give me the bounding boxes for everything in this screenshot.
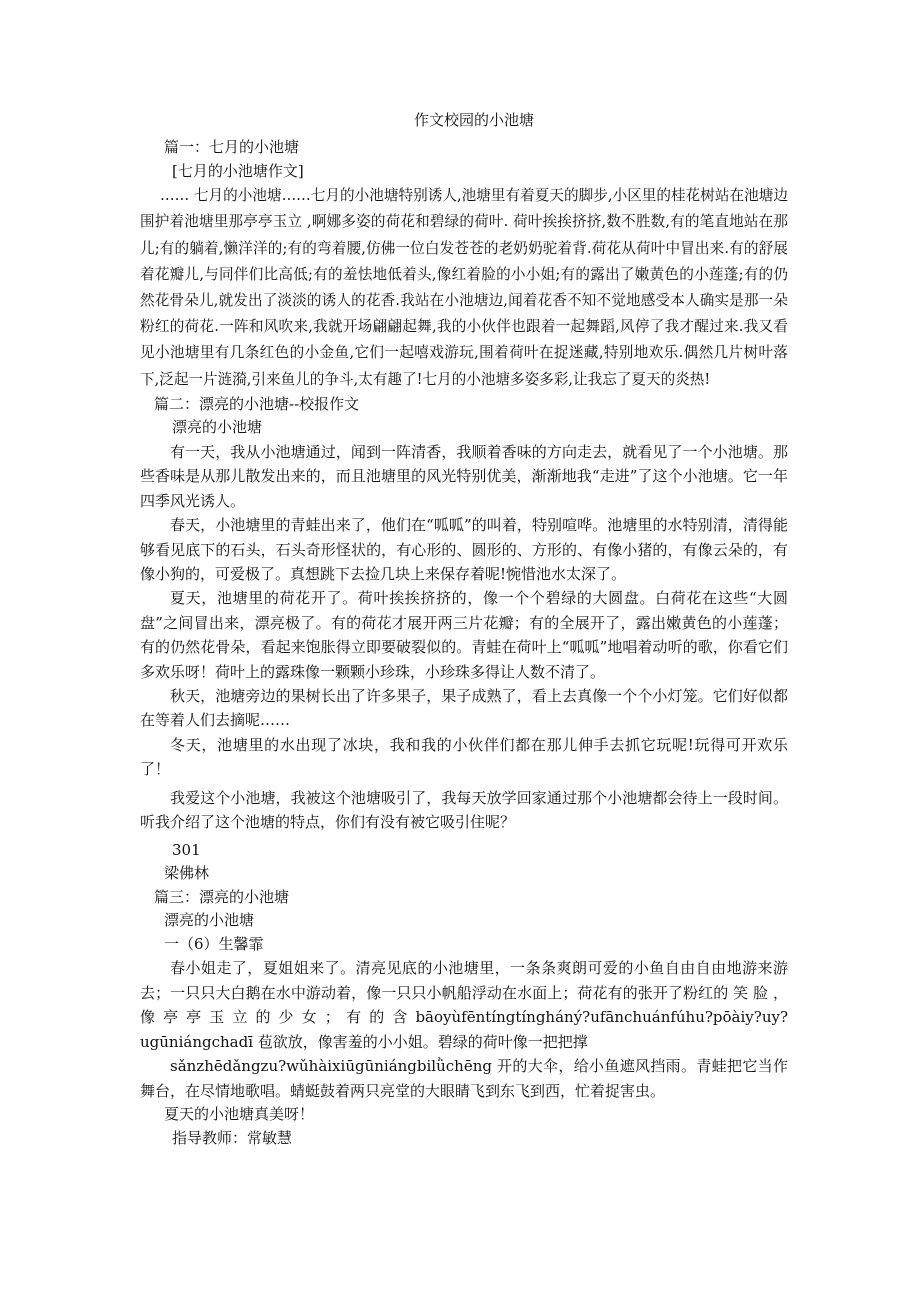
section3-paragraph: 春小姐走了，夏姐姐来了。清亮见底的小池塘里，一条条爽朗可爱的小鱼自由自由地游来游去；一只只大白鹅在水中游动着，像一只只小帆船浮动在水面上；荷花有的张开了粉红的 笑 脸 ， 像 亭 亭 玉 立 的 少 女 ； 有 的 含 bāoyùfēntíngtíngháný?ufānchuánfúhu?pōàiy?uy?ugūniángchadī 苞欲放，像害羞的小小姐。碧绿的荷叶像一把把撑 <box>140 959 788 1051</box>
section2-paragraph: 夏天，池塘里的荷花开了。荷叶挨挨挤挤的，像一个个碧绿的大圆盘。白荷花在这些“大圆盘”之间冒出来，漂亮极了。有的荷花才展开两三片花瓣；有的全展开了，露出嫩黄色的小莲蓬；有的仍然花骨朵，看起来饱胀得立即要破裂似的。青蛙在荷叶上“呱呱”地唱着动听的歌，你看它们多欢乐呀！荷叶上的露珠像一颗颗小珍珠，小珍珠多得让人数不清了。 <box>140 589 788 681</box>
section2-paragraph: 秋天，池塘旁边的果树长出了许多果子，果子成熟了，看上去真像一个个小灯笼。它们好似都在等着人们去摘呢…… <box>140 687 788 730</box>
section3-paragraph: sǎnzhēdǎngzu?wǔhàixiūgūniángbilǜchēng 开的大伞，给小鱼遮风挡雨。青蛙把它当作舞台，在尽情地歌唱。蜻蜓鼓着两只亮堂的大眼睛飞到东飞到西，忙着捉害虫。 <box>140 1057 788 1100</box>
document-title: 作文校园的小池塘 <box>413 111 534 129</box>
teacher-line: 指导教师：常敏慧 <box>172 1128 293 1147</box>
section2-paragraph: 我爱这个小池塘，我被这个池塘吸引了，我每天放学回家通过那个小池塘都会待上一段时间。听我介绍了这个池塘的特点，你们有没有被它吸引住呢？ <box>140 788 788 832</box>
section2-subheading: 漂亮的小池塘 <box>172 418 263 437</box>
section1-heading: 篇一：七月的小池塘 <box>164 138 300 156</box>
section1-body: …… 七月的小池塘……七月的小池塘特别诱人,池塘里有着夏天的脚步,小区里的桂花树站在池塘边围护着池塘里那亭亭玉立 ,啊娜多姿的荷花和碧绿的荷叶. 荷叶挨挨挤挤,数不胜数,有的笔直地站在那儿;有的躺着,懒洋洋的;有的弯着腰,仿佛一位白发苍苍的老奶奶驼着背.荷花从荷叶中冒出来.有的舒展着花瓣儿,与同伴们比高低;有的羞怯地低着头,像红着脸的小小姐;有的露出了嫩黄色的小莲蓬;有的仍然花骨朵儿,就发出了淡淡的诱人的花香.我站在小池塘边,闻着花香不知不觉地感受本人确实是那一朵粉红的荷花.一阵和风吹来,我就开场翩翩起舞,我的小伙伴也跟着一起舞蹈,风停了我才醒过来.我又看见小池塘里有几条红色的小金鱼,它们一起嘻戏游玩,围着荷叶在捉迷藏,特别地欢乐.偶然几片树叶落下,泛起一片涟漪,引来鱼儿的争斗,太有趣了!七月的小池塘多姿多彩,让我忘了夏天的炎热! <box>140 187 788 388</box>
section3-closing: 夏天的小池塘真美呀！ <box>164 1104 315 1123</box>
section3-heading: 篇三：漂亮的小池塘 <box>154 887 290 906</box>
section3-subheading: 漂亮的小池塘 <box>164 911 255 930</box>
section2-paragraph: 有一天，我从小池塘通过，闻到一阵清香，我顺着香味的方向走去，就看见了一个小池塘。那些香味是从那儿散发出来的，而且池塘里的风光特别优美，渐渐地我“走进”了这个小池塘。它一年四季风光诱人。 <box>140 443 788 510</box>
section2-paragraph: 春天，小池塘里的青蛙出来了，他们在“呱呱”的叫着，特别喧哗。池塘里的水特别清，清得能够看见底下的石头，石头奇形怪状的，有心形的、圆形的、方形的、有像小猪的，有像云朵的，有像小狗的，可爱极了。真想跳下去捡几块上来保存着呢!惋惜池水太深了。 <box>140 516 788 584</box>
section2-heading: 篇二：漂亮的小池塘--校报作文 <box>154 394 360 413</box>
author-name: 梁佛林 <box>164 864 210 883</box>
class-number: 301 <box>172 840 201 859</box>
document-page <box>140 108 788 1150</box>
section3-class-line: 一（6）生馨霏 <box>164 934 264 953</box>
section1-subheading: [七月的小池塘作文] <box>172 161 304 180</box>
section2-paragraph: 冬天，池塘里的水出现了冰块，我和我的小伙伴们都在那儿伸手去抓它玩呢!玩得可开欢乐了！ <box>140 735 788 779</box>
